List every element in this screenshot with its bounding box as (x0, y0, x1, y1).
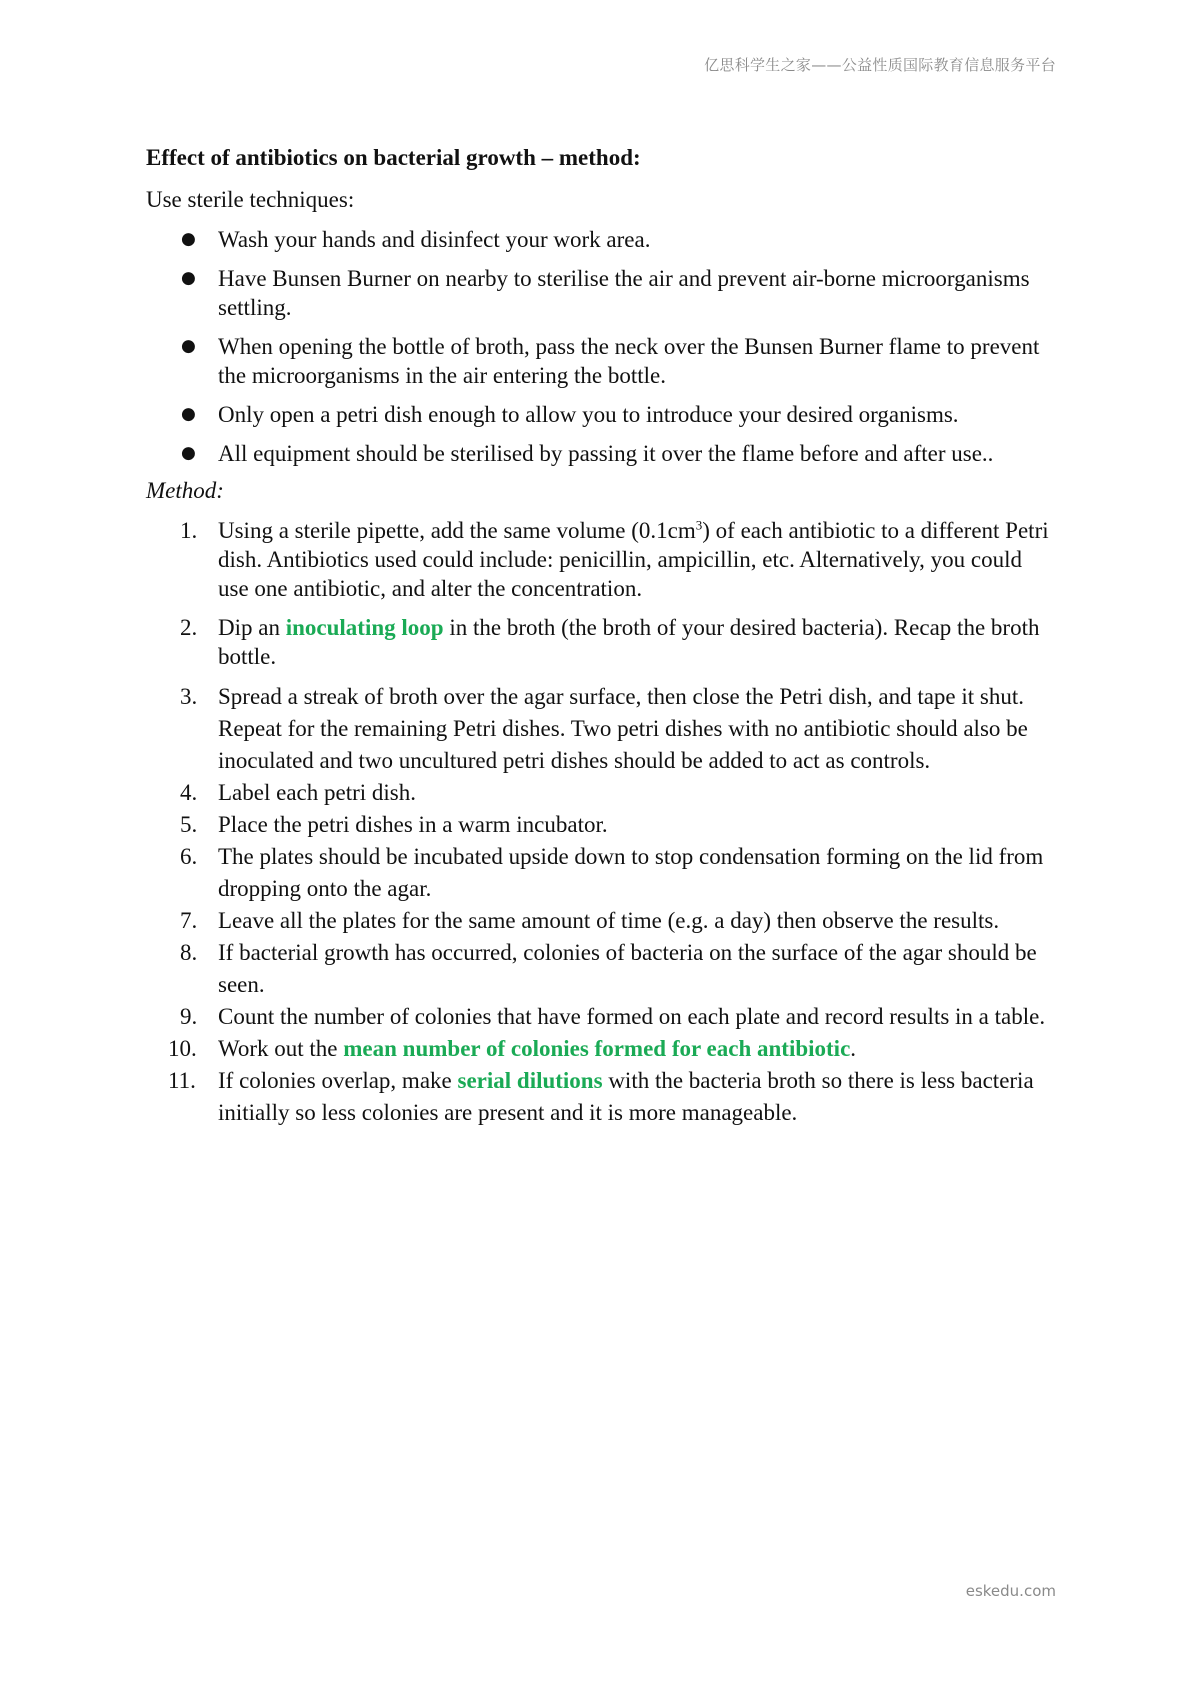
step-number: 9. (180, 1004, 198, 1029)
section-title: Effect of antibiotics on bacterial growth – method: (146, 145, 641, 170)
step-text: . (850, 1036, 857, 1061)
step-text: Leave all the plates for the same amount of time (e.g. a day) then observe the results. (218, 908, 1000, 933)
page-footer-text: eskedu.com (965, 1582, 1056, 1600)
step-number: 6. (180, 844, 198, 869)
bullet-icon: ● (181, 336, 196, 356)
bullet-text: Have Bunsen Burner on nearby to sterilise the air and prevent air-borne microorganisms settling. (218, 266, 1030, 320)
bullet-text: Wash your hands and disinfect your work area. (218, 227, 651, 252)
sterile-techniques-list (146, 225, 1056, 468)
list-item (146, 264, 1056, 322)
bullet-icon: ● (181, 404, 196, 424)
list-item (146, 1001, 1056, 1033)
list-item (146, 809, 1056, 841)
step-text: ) of each antibiotic to a different Petri dish. Antibiotics used could include: penicillin, ampicillin, etc. Alternatively, you could use one antibiotic, and alter the concentration. (218, 518, 1049, 601)
list-item (146, 905, 1056, 937)
list-item (146, 937, 1056, 1001)
bullet-icon: ● (181, 443, 196, 463)
bullet-text: When opening the bottle of broth, pass the neck over the Bunsen Burner flame to prevent the microorganisms in the air entering the bottle. (218, 334, 1040, 388)
step-number: 1. (180, 518, 198, 543)
step-text: Label each petri dish. (218, 780, 416, 805)
list-item (146, 516, 1056, 603)
highlighted-term: mean number of colonies formed for each antibiotic (343, 1036, 851, 1061)
step-text: Work out the (218, 1036, 344, 1061)
list-item (146, 439, 1056, 468)
bullet-text: All equipment should be sterilised by passing it over the flame before and after use.. (218, 441, 994, 466)
step-text: Using a sterile pipette, add the same volume (0.1cm (218, 518, 696, 543)
list-item (146, 225, 1056, 254)
document-body (146, 143, 1056, 1129)
highlighted-term: inoculating loop (285, 615, 444, 640)
highlighted-term: serial dilutions (457, 1068, 603, 1093)
list-item (146, 841, 1056, 905)
page-header-text: 亿思科学生之家——公益性质国际教育信息服务平台 (704, 56, 1056, 74)
method-label: Method: (146, 478, 224, 503)
list-item (146, 681, 1056, 777)
step-text: If colonies overlap, make (218, 1068, 458, 1093)
step-number: 10. (168, 1036, 197, 1061)
step-text: The plates should be incubated upside down to stop condensation forming on the lid from dropping onto the agar. (218, 844, 1044, 901)
list-item (146, 400, 1056, 429)
step-text: Place the petri dishes in a warm incubator. (218, 812, 608, 837)
list-item (146, 777, 1056, 809)
method-steps-list (146, 516, 1056, 1129)
step-text: Count the number of colonies that have formed on each plate and record results in a table. (218, 1004, 1046, 1029)
step-text: with the bacteria broth so there is less bacteria initially so less colonies are present and it is more manageable. (218, 1068, 1034, 1125)
intro-text: Use sterile techniques: (146, 187, 355, 212)
step-text: If bacterial growth has occurred, colonies of bacteria on the surface of the agar should be seen. (218, 940, 1037, 997)
step-number: 8. (180, 940, 198, 965)
step-number: 2. (180, 615, 198, 640)
bullet-icon: ● (181, 229, 196, 249)
step-text: in the broth (the broth of your desired bacteria). Recap the broth bottle. (218, 615, 1040, 669)
bullet-icon: ● (181, 268, 196, 288)
step-text: Dip an (218, 615, 286, 640)
list-item (146, 332, 1056, 390)
step-number: 3. (180, 684, 198, 709)
step-number: 4. (180, 780, 198, 805)
list-item (146, 613, 1056, 671)
step-number: 5. (180, 812, 198, 837)
bullet-text: Only open a petri dish enough to allow you to introduce your desired organisms. (218, 402, 959, 427)
step-text: Spread a streak of broth over the agar surface, then close the Petri dish, and tape it shut. Repeat for the remaining Petri dishes. Two petri dishes with no antibiotic should also be inoculated and two uncultured petri dishes should be added to act as controls. (218, 684, 1028, 773)
step-number: 7. (180, 908, 198, 933)
step-number: 11. (168, 1068, 196, 1093)
list-item (146, 1033, 1056, 1065)
list-item (146, 1065, 1056, 1129)
superscript: 3 (695, 517, 703, 533)
